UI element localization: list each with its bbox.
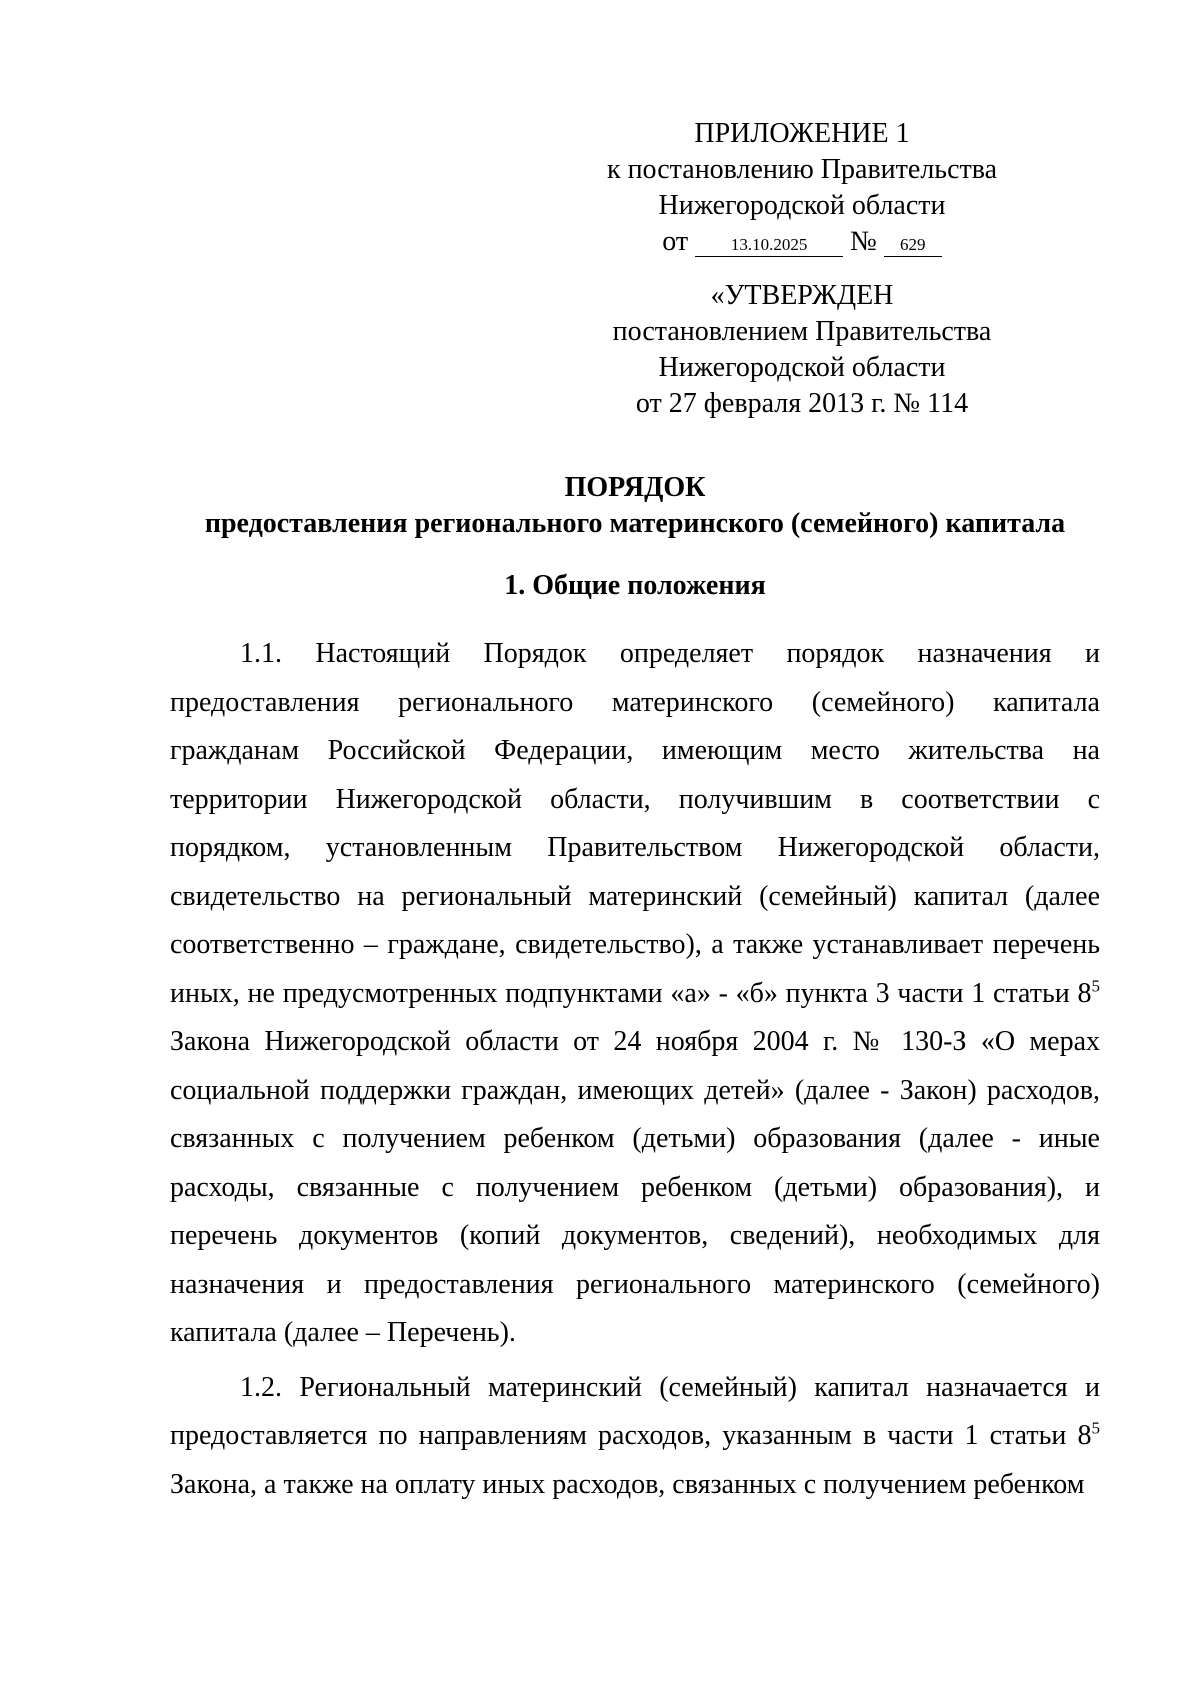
title-subtitle: предоставления регионального материнского (семейного) капитала bbox=[204, 508, 1066, 539]
paragraph-text: Закона, а также на оплату иных расходов, связанных с получением ребенком bbox=[170, 1468, 1085, 1500]
approval-heading: «УТВЕРЖДЕН bbox=[710, 280, 894, 311]
document-title bbox=[170, 470, 1100, 542]
appendix-region: Нижегородской области bbox=[658, 190, 946, 221]
title-main: ПОРЯДОК bbox=[564, 472, 706, 503]
approval-region: Нижегородской области bbox=[658, 352, 946, 383]
decree-date: 13.10.2025 bbox=[695, 234, 843, 257]
approval-block bbox=[582, 278, 1022, 422]
body-text bbox=[170, 630, 1100, 1515]
paragraph-1-1 bbox=[170, 630, 1100, 1358]
section-heading: 1. Общие положения bbox=[504, 570, 766, 601]
number-label: № bbox=[850, 226, 877, 257]
decree-number: 629 bbox=[884, 234, 942, 257]
superscript: 5 bbox=[1091, 976, 1100, 996]
appendix-reference: к постановлению Правительства bbox=[606, 154, 998, 185]
paragraph-text: 1.1. Настоящий Порядок определяет порядок назначения и предоставления регионального материнского (семейного) капитала гражданам Российской Федерации, имеющим место жительства на территории Нижегородской области, получившим в соответствии с порядком, установленным Правительством Нижегородской области, свидетельство на региональный материнский (семейный) капитал (далее соответственно – граждане, свидетельство), а также устанавливает перечень иных, не предусмотренных подпунктами «а» - «б» пункта 3 части 1 статьи 8 bbox=[170, 638, 1100, 1009]
appendix-heading: ПРИЛОЖЕНИЕ 1 bbox=[694, 118, 910, 149]
approval-date: от 27 февраля 2013 г. № 114 bbox=[635, 388, 969, 419]
paragraph-1-2 bbox=[170, 1364, 1100, 1510]
appendix-date-line bbox=[582, 224, 1022, 260]
superscript: 5 bbox=[1091, 1418, 1100, 1438]
paragraph-text: 1.2. Региональный материнский (семейный) капитал назначается и предоставляется по направлениям расходов, указанным в части 1 статьи 8 bbox=[170, 1371, 1100, 1451]
from-label: от bbox=[662, 226, 689, 257]
paragraph-text: Закона Нижегородской области от 24 ноября 2004 г. № 130-З «О мерах социальной поддержки граждан, имеющих детей» (далее - Закон) расходов, связанных с получением ребенком (детьми) образования (далее - иные расходы, связанные с получением ребенком (детьми) образования), и перечень документов (копий документов, сведений), необходимых для назначения и предоставления регионального материнского (семейного) капитала (далее – Перечень). bbox=[170, 1026, 1100, 1348]
approval-reference: постановлением Правительства bbox=[612, 316, 992, 347]
appendix-block bbox=[582, 116, 1022, 260]
